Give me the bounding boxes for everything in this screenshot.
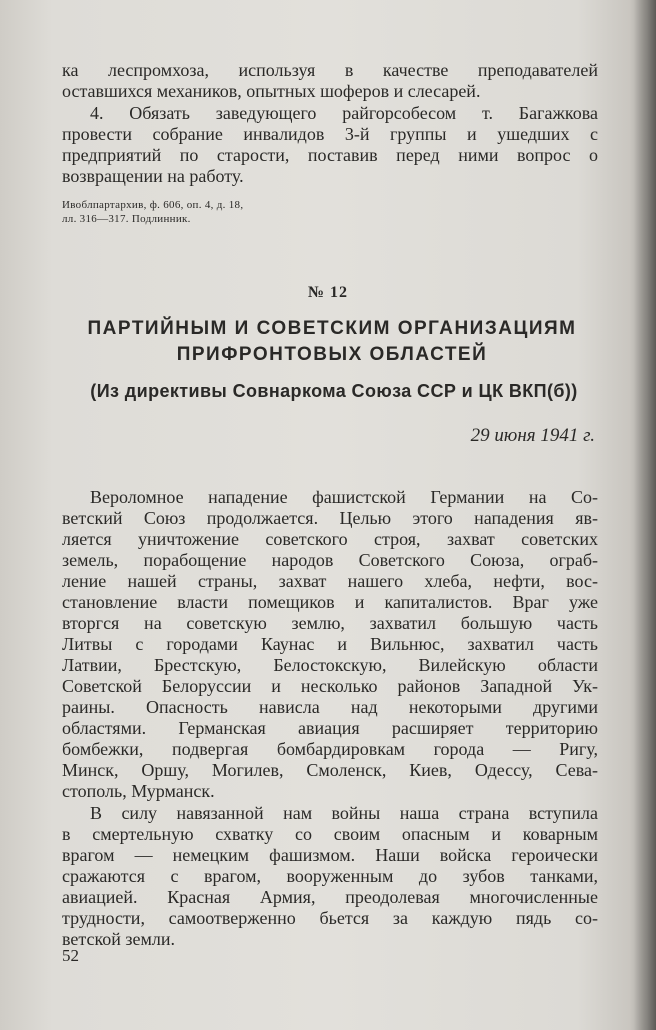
document-subtitle: (Из директивы Совнаркома Союза ССР и ЦК ВКП(б)) (90, 381, 578, 401)
source-note-line: Ивоблпартархив, ф. 606, оп. 4, д. 18, (62, 199, 244, 211)
paragraph-1-line: раины. Опасность нависла над некоторыми другими (62, 697, 598, 717)
document-date: 29 июня 1941 г. (470, 425, 595, 446)
paragraph-1-line: земель, порабощение народов Советского Союза, ограб- (62, 550, 598, 570)
document-title-line: ПРИФРОНТОВЫХ ОБЛАСТЕЙ (176, 344, 488, 365)
paragraph-2-line: врагом — немецким фашизмом. Наши войска героически (62, 845, 598, 865)
item-4-line: возвращении на работу. (62, 166, 244, 186)
top-paragraph-line: оставшихся механиков, опытных шоферов и слесарей. (62, 81, 481, 101)
paragraph-1-line: Литвы с городами Каунас и Вильнюс, захватил часть (62, 634, 598, 654)
paragraph-2-line: в смертельную схватку со своим опасным и коварным (62, 824, 598, 844)
item-4-line: провести собрание инвалидов 3-й группы и ушедших с (62, 124, 598, 144)
paragraph-2-line: ветской земли. (62, 929, 176, 949)
paragraph-1-line: ляется уничтожение советского строя, захват советских (62, 529, 598, 549)
paragraph-1-line: Минск, Оршу, Могилев, Смоленск, Киев, Одессу, Сева- (62, 760, 598, 780)
paragraph-1-line: Латвии, Брестскую, Белостокскую, Вилейскую области (62, 655, 598, 675)
paragraph-1-line: бомбежки, подвергая бомбардировкам города — Ригу, (62, 739, 598, 759)
source-note-line: лл. 316—317. Подлинник. (62, 213, 191, 225)
paragraph-1-line: вторгся на советскую землю, захватил большую часть (62, 613, 598, 633)
paragraph-1-line: становление власти помещиков и капиталистов. Враг уже (62, 592, 598, 612)
document-title-line: ПАРТИЙНЫМ И СОВЕТСКИМ ОРГАНИЗАЦИЯМ (87, 318, 577, 339)
page-number: 52 (62, 946, 79, 965)
paragraph-2-line: авиацией. Красная Армия, преодолевая многочисленные (62, 887, 598, 907)
paragraph-1-line: стополь, Мурманск. (62, 781, 215, 801)
paragraph-2-line: сражаются с врагом, вооруженным до зубов танками, (62, 866, 598, 886)
item-4-line: предприятий по старости, поставив перед ними вопрос о (62, 145, 598, 165)
page-edge-shadow (634, 0, 656, 1030)
paragraph-1-line: областями. Германская авиация расширяет территорию (62, 718, 598, 738)
paragraph-1-line: ление нашей страны, захват нашего хлеба, нефти, вос- (62, 571, 598, 591)
paragraph-2-line: В силу навязанной нам войны наша страна вступила (90, 803, 598, 823)
paragraph-2-line: трудности, самоотверженно бьется за каждую пядь со- (62, 908, 598, 928)
paragraph-1-line: Советской Белоруссии и несколько районов Западной Ук- (62, 676, 598, 696)
top-paragraph-line: ка леспромхоза, используя в качестве преподавателей (62, 60, 598, 80)
paragraph-1-line: Вероломное нападение фашистской Германии на Со- (90, 487, 598, 507)
item-4-line: 4. Обязать заведующего райгорсобесом т. Багажкова (90, 103, 598, 123)
paragraph-1-line: ветский Союз продолжается. Целью этого нападения яв- (62, 508, 598, 528)
document-number: № 12 (307, 284, 349, 301)
